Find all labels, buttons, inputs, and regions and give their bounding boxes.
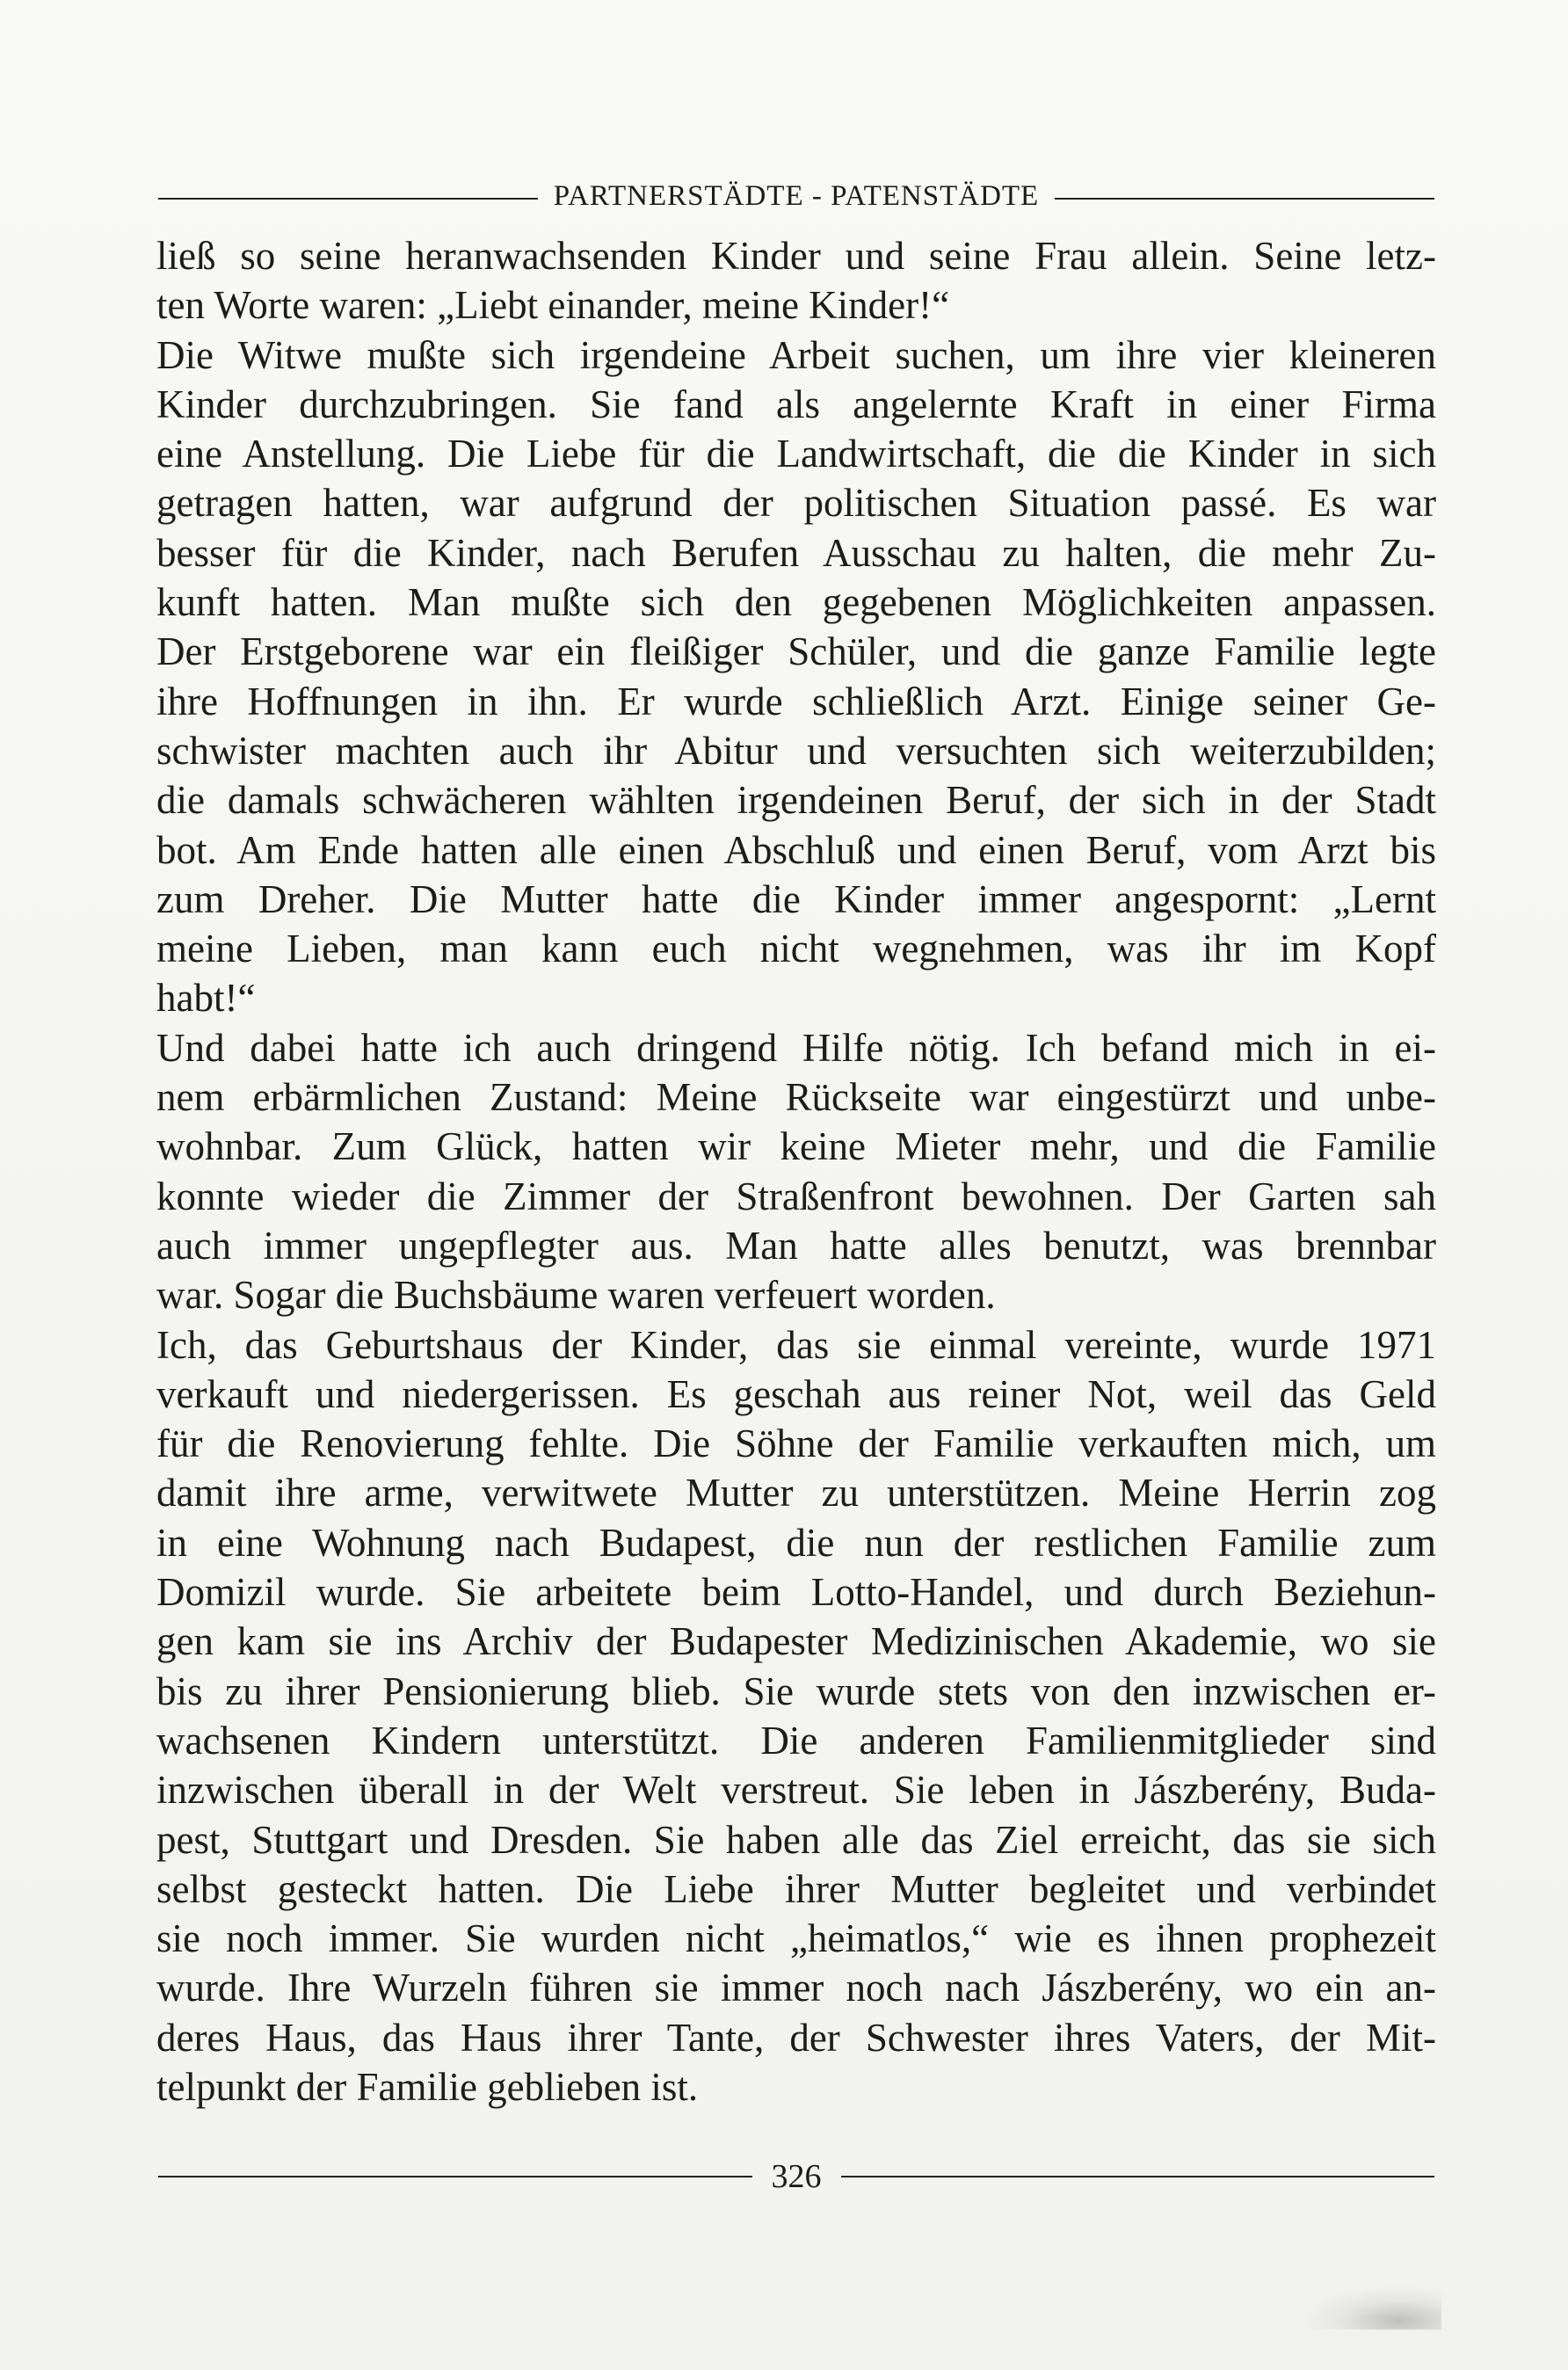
text-line: telpunkt der Familie geblieben ist. (156, 2064, 699, 2109)
paragraph (156, 331, 1436, 1023)
text-line: Die Witwe mußte sich irgendeine Arbeit suchen, um ihre vier kleineren (156, 332, 1436, 377)
text-line: nem erbärmlichen Zustand: Meine Rückseite war eingestürzt und unbe- (156, 1075, 1436, 1120)
paragraph (156, 1023, 1436, 1320)
text-line: deres Haus, das Haus ihrer Tante, der Schwester ihres Vaters, der Mit- (156, 2015, 1436, 2060)
text-line: konnte wieder die Zimmer der Straßenfront bewohnen. Der Garten sah (156, 1174, 1436, 1218)
text-line: gen kam sie ins Archiv der Budapester Medizinischen Akademie, wo sie (156, 1619, 1436, 1664)
paragraph (156, 1320, 1436, 2112)
scan-shadow (1301, 2286, 1441, 2330)
text-line: für die Renovierung fehlte. Die Söhne der Familie verkauften mich, um (156, 1421, 1436, 1466)
text-line: damit ihre arme, verwitwete Mutter zu unterstützen. Meine Herrin zog (156, 1471, 1436, 1516)
text-line: bot. Am Ende hatten alle einen Abschluß und einen Beruf, vom Arzt bis (156, 827, 1436, 872)
text-line: inzwischen überall in der Welt verstreut. Sie leben in Jászberény, Buda- (156, 1768, 1436, 1813)
text-line: Ich, das Geburtshaus der Kinder, das sie einmal vereinte, wurde 1971 (156, 1322, 1436, 1367)
text-line: selbst gesteckt hatten. Die Liebe ihrer Mutter begleitet und verbindet (156, 1866, 1436, 1911)
text-line: zum Dreher. Die Mutter hatte die Kinder immer angespornt: „Lernt (156, 876, 1436, 921)
text-line: ließ so seine heranwachsenden Kinder und seine Frau allein. Seine letz- (156, 234, 1436, 278)
text-line: kunft hatten. Man mußte sich den gegebenen Möglichkeiten anpassen. (156, 580, 1436, 625)
header-rule-right (1055, 198, 1434, 200)
text-line: verkauft und niedergerissen. Es geschah aus reiner Not, weil das Geld (156, 1371, 1436, 1416)
text-line: schwister machten auch ihr Abitur und versuchten sich weiterzubilden; (156, 728, 1436, 773)
header-rule-left (158, 198, 538, 200)
text-line: wohnbar. Zum Glück, hatten wir keine Mieter mehr, und die Familie (156, 1124, 1436, 1169)
text-line: ten Worte waren: „Liebt einander, meine Kinder!“ (156, 283, 950, 328)
text-line: besser für die Kinder, nach Berufen Ausschau zu halten, die mehr Zu- (156, 530, 1436, 575)
text-line: eine Anstellung. Die Liebe für die Landwirtschaft, die die Kinder in sich (156, 432, 1436, 476)
footer-rule-left (158, 2176, 752, 2177)
text-line: Und dabei hatte ich auch dringend Hilfe nötig. Ich befand mich in ei- (156, 1025, 1436, 1070)
text-line: sie noch immer. Sie wurden nicht „heimatlos,“ wie es ihnen prophezeit (156, 1916, 1436, 1961)
text-line: war. Sogar die Buchsbäume waren verfeuert worden. (156, 1273, 996, 1318)
page-number: 326 (771, 2158, 822, 2195)
body-text (156, 231, 1436, 2112)
text-line: ihre Hoffnungen in ihn. Er wurde schließlich Arzt. Einige seiner Ge- (156, 679, 1436, 723)
text-line: habt!“ (156, 976, 256, 1021)
running-header (158, 174, 1434, 218)
text-line: die damals schwächeren wählten irgendeinen Beruf, der sich in der Stadt (156, 778, 1436, 823)
text-line: Der Erstgeborene war ein fleißiger Schüler, und die ganze Familie legte (156, 629, 1436, 674)
running-header-title: PARTNERSTÄDTE - PATENSTÄDTE (553, 179, 1040, 212)
text-line: wachsenen Kindern unterstützt. Die anderen Familienmitglieder sind (156, 1718, 1436, 1763)
text-line: Kinder durchzubringen. Sie fand als angelernte Kraft in einer Firma (156, 382, 1436, 426)
text-line: wurde. Ihre Wurzeln führen sie immer noch nach Jászberény, wo ein an- (156, 1966, 1436, 2010)
text-line: meine Lieben, man kann euch nicht wegnehmen, was ihr im Kopf (156, 927, 1436, 971)
text-line: bis zu ihrer Pensionierung blieb. Sie wurde stets von den inzwischen er- (156, 1668, 1436, 1713)
text-line: auch immer ungepflegter aus. Man hatte alles benutzt, was brennbar (156, 1223, 1436, 1268)
text-line: in eine Wohnung nach Budapest, die nun der restlichen Familie zum (156, 1520, 1436, 1565)
text-line: pest, Stuttgart und Dresden. Sie haben alle das Ziel erreicht, das sie sich (156, 1817, 1436, 1862)
text-line: Domizil wurde. Sie arbeitete beim Lotto-Handel, und durch Beziehun- (156, 1570, 1436, 1615)
text-line: getragen hatten, war aufgrund der politischen Situation passé. Es war (156, 481, 1436, 526)
page-footer (158, 2152, 1434, 2201)
paragraph (156, 231, 1436, 331)
footer-rule-right (841, 2176, 1435, 2177)
